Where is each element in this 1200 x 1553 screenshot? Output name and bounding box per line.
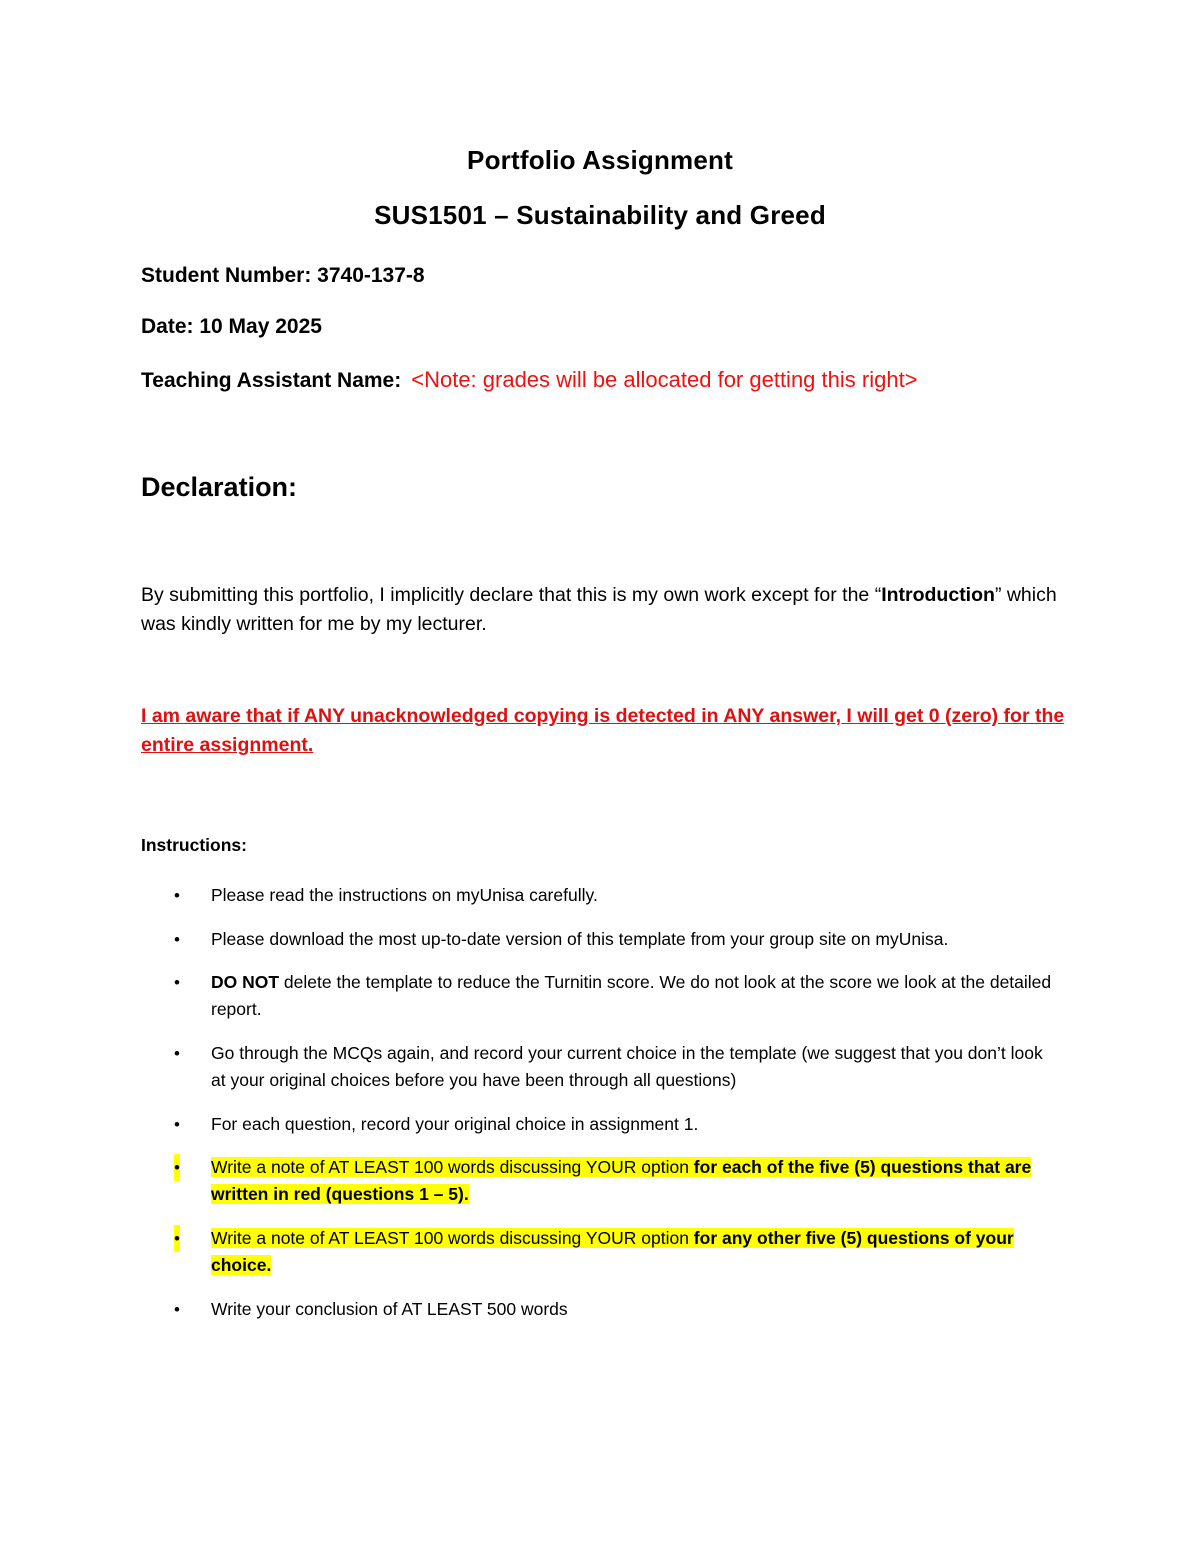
- instruction-item: [211, 882, 1056, 909]
- instruction-bold-text: DO NOT: [211, 972, 280, 992]
- copying-warning: I am aware that if ANY unacknowledged copying is detected in ANY answer, I will get 0 (zero) for the entire assignment.: [141, 705, 1065, 756]
- instructions-heading: Instructions:: [141, 835, 247, 855]
- instruction-text: Please download the most up-to-date version of this template from your group site on myUnisa.: [211, 929, 949, 949]
- instruction-text: Write a note of AT LEAST 100 words discussing YOUR option: [211, 1228, 694, 1248]
- instruction-text: Write a note of AT LEAST 100 words discussing YOUR option: [211, 1157, 694, 1177]
- instruction-item-highlighted: [211, 1225, 1056, 1279]
- instruction-item-highlighted: [211, 1154, 1056, 1208]
- declaration-text-bold: Introduction: [881, 584, 995, 606]
- instruction-item: [211, 926, 1056, 953]
- instruction-text: Go through the MCQs again, and record your current choice in the template (we suggest that you don’t look at your original choices before you have been through all questions): [211, 1043, 1043, 1090]
- instruction-item: [211, 1111, 1056, 1138]
- instruction-bold-text: for any other five (5) questions of your choice.: [211, 1228, 1014, 1275]
- instruction-item: [211, 1040, 1056, 1094]
- document-title: Portfolio Assignment: [467, 145, 733, 175]
- student-number-value: 3740-137-8: [317, 264, 425, 287]
- course-title: SUS1501 – Sustainability and Greed: [374, 200, 826, 230]
- declaration-heading: Declaration:: [141, 472, 298, 502]
- instruction-text: Please read the instructions on myUnisa carefully.: [211, 885, 598, 905]
- ta-note: <Note: grades will be allocated for getting this right>: [411, 367, 918, 392]
- date-label: Date:: [141, 315, 194, 338]
- declaration-text-part1: By submitting this portfolio, I implicitly declare that this is my own work except for the “: [141, 584, 882, 606]
- instruction-text: For each question, record your original choice in assignment 1.: [211, 1114, 699, 1134]
- instruction-text: Write your conclusion of AT LEAST 500 words: [211, 1299, 568, 1319]
- declaration-text-part2: ” which was kindly written for me by my lecturer.: [141, 584, 1057, 635]
- instruction-item: [211, 1296, 1056, 1323]
- instruction-item: [211, 969, 1056, 1023]
- ta-label: Teaching Assistant Name:: [141, 369, 402, 392]
- instruction-text: delete the template to reduce the Turnitin score. We do not look at the score we look at the detailed report.: [211, 972, 1052, 1019]
- student-number-label: Student Number:: [141, 264, 312, 287]
- instruction-bold-text: for each of the five (5) questions that are written in red (questions 1 – 5).: [211, 1157, 1032, 1204]
- date-value: 10 May 2025: [199, 315, 322, 338]
